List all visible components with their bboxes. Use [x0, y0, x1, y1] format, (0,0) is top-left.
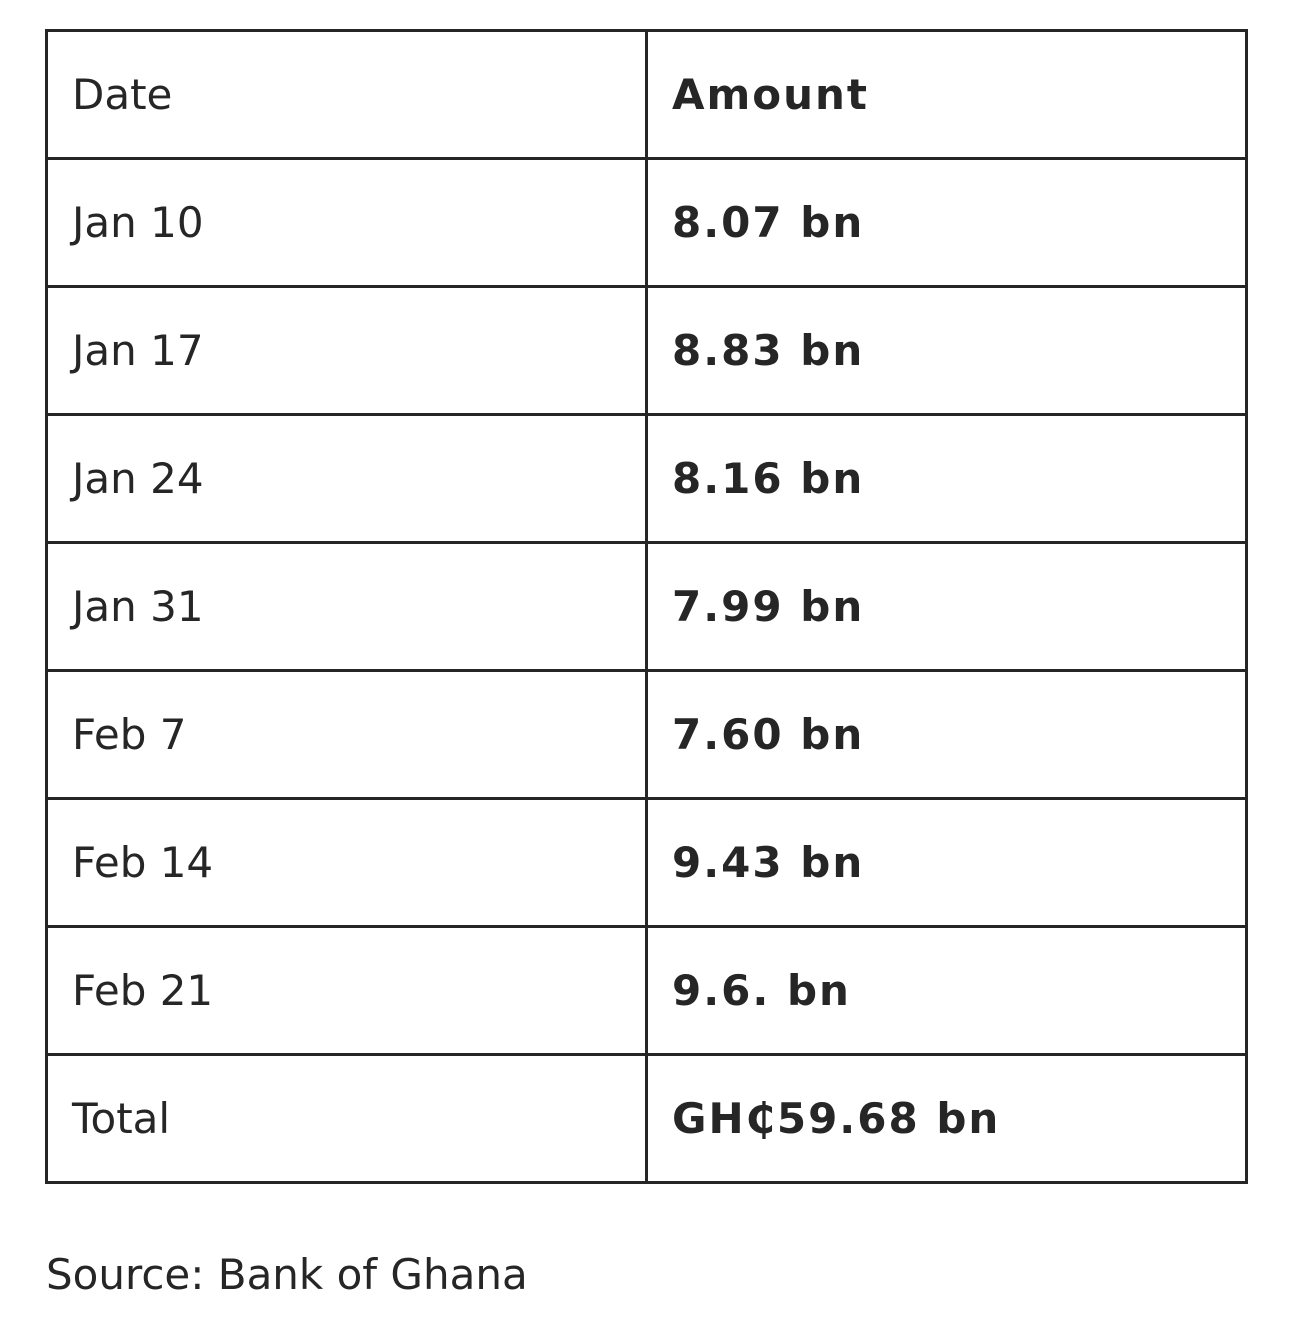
- row-date: Feb 7: [47, 671, 647, 799]
- row-amount: 8.07 bn: [647, 159, 1247, 287]
- table-row: [47, 927, 1247, 1055]
- table-row: [47, 543, 1247, 671]
- row-date: Feb 14: [47, 799, 647, 927]
- row-amount: 8.83 bn: [647, 287, 1247, 415]
- table-row: [47, 415, 1247, 543]
- row-amount: 7.99 bn: [647, 543, 1247, 671]
- header-date: Date: [47, 31, 647, 159]
- total-label: Total: [47, 1055, 647, 1183]
- source-caption: Source: Bank of Ghana: [46, 1250, 528, 1299]
- amounts-table: [45, 29, 1248, 1184]
- row-amount: 9.6. bn: [647, 927, 1247, 1055]
- total-row: [47, 1055, 1247, 1183]
- row-date: Jan 31: [47, 543, 647, 671]
- row-date: Jan 10: [47, 159, 647, 287]
- total-amount: GH₵59.68 bn: [647, 1055, 1247, 1183]
- row-amount: 7.60 bn: [647, 671, 1247, 799]
- row-date: Feb 21: [47, 927, 647, 1055]
- table-row: [47, 671, 1247, 799]
- row-date: Jan 17: [47, 287, 647, 415]
- table-row: [47, 799, 1247, 927]
- table-row: [47, 159, 1247, 287]
- table-row: [47, 287, 1247, 415]
- table-header-row: [47, 31, 1247, 159]
- row-amount: 9.43 bn: [647, 799, 1247, 927]
- row-amount: 8.16 bn: [647, 415, 1247, 543]
- row-date: Jan 24: [47, 415, 647, 543]
- header-amount: Amount: [647, 31, 1247, 159]
